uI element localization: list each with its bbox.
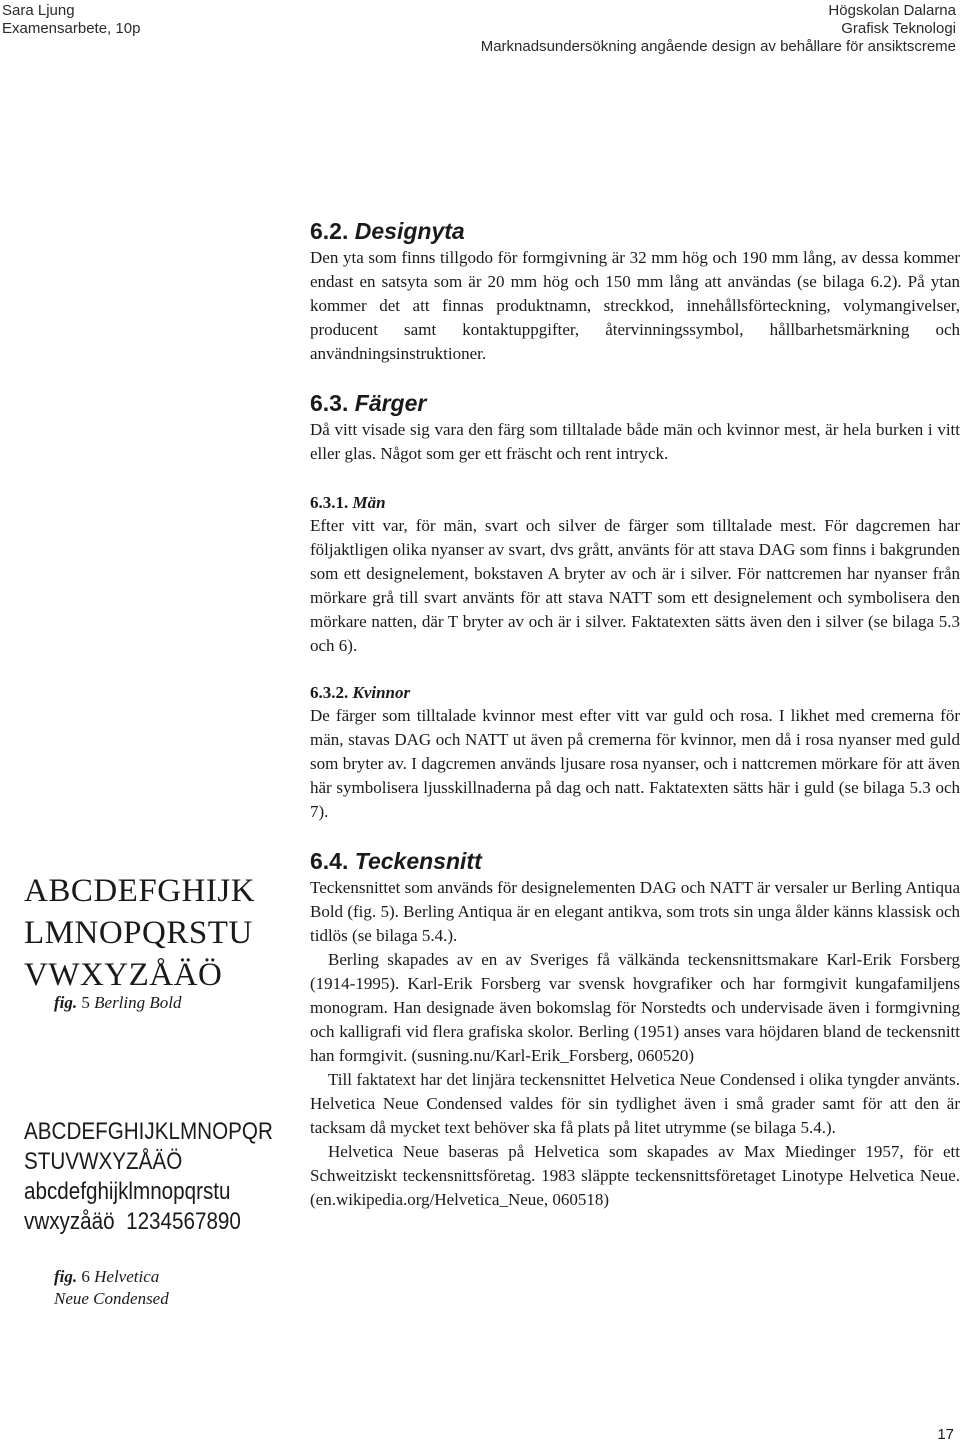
author-name: Sara Ljung [2,2,75,19]
fig6-specimen [24,1117,291,1237]
specimen-line: LMNOPQRSTU [24,915,253,951]
page-number: 17 [937,1426,954,1443]
paragraph-designyta: Den yta som finns tillgodo för formgivning är 32 mm hög och 190 mm lång, av dessa kommer endast en satsyta som är 20 mm hög och 150 mm lång att användas (se bilaga 6.2). På ytan kommer det att finnas produktnamn, streckkod, innehållsförteckning, volymangivelser, producent samt kontaktuppgifter, återvinningssymbol, hållbarhetsmärkning och användningsinstruktioner. [310,248,960,363]
university-name: Högskolan Dalarna [828,2,956,19]
paragraph-teckensnitt-4: Helvetica Neue baseras på Helvetica som skapades av Max Miedinger 1957, för ett Schweitziskt teckensnittsföretag. 1983 släppte teckensnittsföretaget Linotype Helvetica Neue. (en.wikipedia.org/Helvetica_Neue, 060518) [310,1142,960,1209]
fig5-specimen [24,870,294,996]
fig6-caption: fig. 6 Helvetica Neue Condensed [54,1267,169,1308]
header-left [2,2,140,38]
specimen-line: ABCDEFGHIJK [24,873,256,909]
heading-6-3: 6.3. Färger [310,390,427,416]
paragraph-man: Efter vitt var, för män, svart och silver de färger som tilltalade mest. För dagcremen har följaktligen olika nyanser av svart, dvs grått, använts för att stava DAG som finns i bakgrunden som ett designelement, bokstaven A bryter av och är i silver. För nattcremen har nyanser från mörkare grå till svart använts för att stava NATT som ett designelement och symbolisera den mörkare natten, där T bryter av och är i silver. Faktatexten sätts även den i silver (se bilaga 5.3 och 6). [310,516,960,655]
specimen-line: ABCDEFGHIJKLMNOPQR [24,1118,273,1145]
specimen-line: abcdefghijklmnopqrstu [24,1178,231,1205]
heading-6-3-1: 6.3.1. Män [310,493,386,512]
header-right [481,2,956,56]
heading-6-4: 6.4. Teckensnitt [310,848,482,874]
paragraph-kvinnor: De färger som tilltalade kvinnor mest efter vitt var guld och rosa. I likhet med cremerna för män, stavas DAG och NATT ut även på cremerna för kvinnor, men då i rosa nyanser med guld som bryter av. I dagcremen används ljusare rosa nyanser, och i nattcremen mörkare för att även här symbolisera ljusskillnaderna på dag och natt. Faktatexten sätts här i guld (se bilaga 5.3 och 7). [310,706,960,821]
thesis-title: Marknadsundersökning angående design av behållare för ansiktscreme [480,38,956,55]
main-column [310,216,960,1212]
specimen-line: STUVWXYZÅÄÖ [24,1148,183,1175]
paragraph-farger: Då vitt visade sig vara den färg som tilltalade både män och kvinnor mest, är hela burken i vitt eller glas. Något som ger ett fräscht och rent intryck. [310,420,960,463]
specimen-line: vwxyzåäö 1234567890 [24,1208,241,1235]
heading-6-2: 6.2. Designyta [310,218,465,244]
specimen-line: VWXYZÅÄÖ [24,957,223,993]
thesis-label: Examensarbete, 10p [2,20,141,37]
fig5-caption: fig. 5 Berling Bold [54,993,182,1012]
paragraph-teckensnitt-1: Teckensnittet som används för designelementen DAG och NATT är versaler ur Berling Antiqua Bold (fig. 5). Berling Antiqua är en elegant antikva, som trots sin unga ålder känns klassisk och tidlös (se bilaga 5.4.). [310,878,960,945]
paragraph-teckensnitt-2: Berling skapades av en av Sveriges få välkända teckensnittsmakare Karl-Erik Forsberg (1914-1995). Karl-Erik Forsberg var svensk hovgrafiker och har formgivit kungafamiljens monogram. Han designade även bokomslag för Norstedts och undervisade även i formgivning och kalligrafi vid flera grafiska skolor. Berling (1951) anses vara höjdaren bland de teckensnitt han formgivit. (susning.nu/Karl-Erik_Forsberg, 060520) [310,950,960,1065]
paragraph-teckensnitt-3: Till faktatext har det linjära teckensnittet Helvetica Neue Condensed i olika tyngder använts. Helvetica Neue Condensed valdes för sin tydlighet även i små grader samt för att den är tacksam då mycket text behöver ska få plats på litet utrymme (se bilaga 5.4.). [310,1070,960,1137]
department-name: Grafisk Teknologi [841,20,956,37]
heading-6-3-2: 6.3.2. Kvinnor [310,683,411,702]
